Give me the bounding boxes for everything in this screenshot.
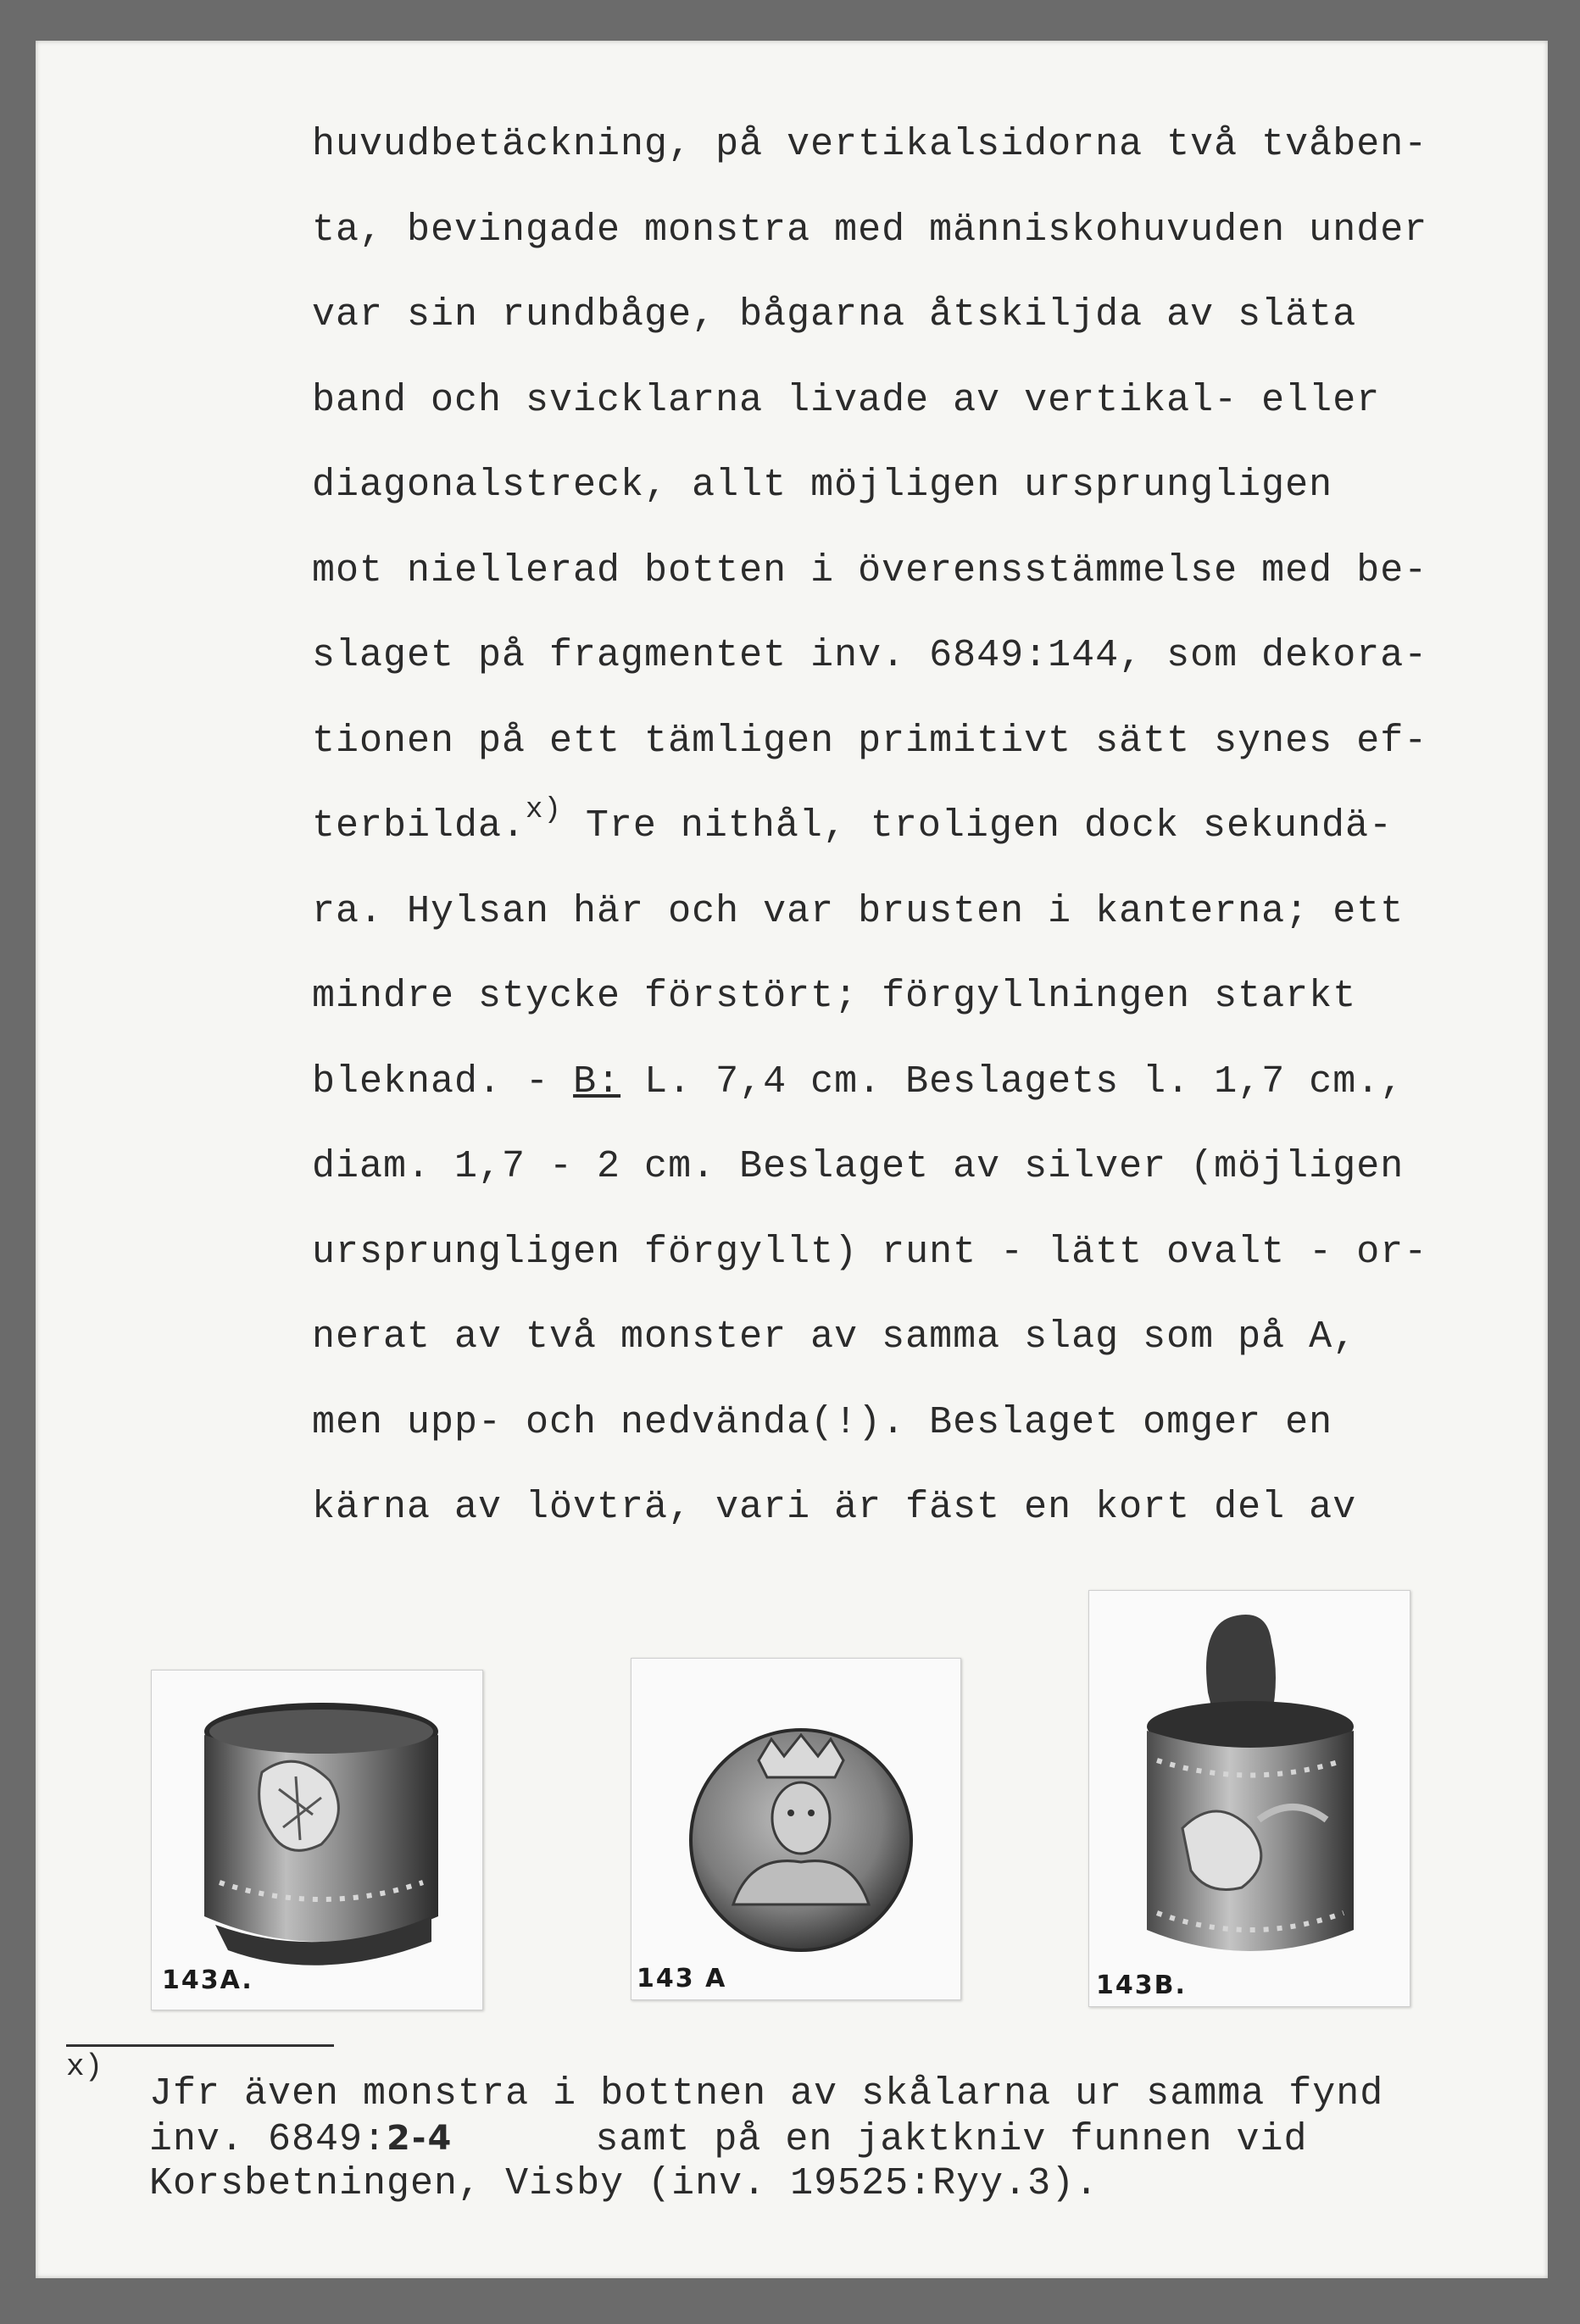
text-line-with-underline — [312, 1054, 1566, 1140]
text-line: mindre stycke förstört; förgyllningen starkt — [312, 975, 1357, 1018]
text-line: kärna av lövträ, vari är fäst en kort del av — [312, 1486, 1357, 1529]
text-segment: terbilda. — [312, 804, 526, 848]
handwritten-insert: 2-4 — [387, 2119, 453, 2158]
footnote-line: Korsbetningen, Visby (inv. 19525:Ryy.3). — [149, 2162, 1099, 2205]
text-line: diam. 1,7 - 2 cm. Beslaget av silver (möjligen — [312, 1145, 1405, 1188]
sheath-fitting-image — [1089, 1591, 1410, 2006]
text-segment: Tre nithål, troligen dock sekundä- — [561, 804, 1394, 848]
text-segment: L. 7,4 cm. Beslagets l. 1,7 cm., — [620, 1059, 1405, 1104]
text-line: tionen på ett tämligen primitivt sätt synes ef- — [312, 719, 1428, 763]
text-line: var sin rundbåge, bågarna åtskiljda av släta — [312, 293, 1357, 336]
body-text — [312, 117, 1566, 1565]
footnote-marker: x) — [66, 2049, 103, 2084]
text-line: band och svicklarna livade av vertikal- eller — [312, 378, 1381, 422]
photo-label: 143A. — [162, 1965, 253, 1995]
text-line: men upp- och nedvända(!). Beslaget omger en — [312, 1400, 1333, 1444]
text-segment: inv. 6849: — [149, 2118, 387, 2161]
text-line: mot niellerad botten i överensstämmelse med be- — [312, 548, 1428, 592]
text-line: ursprungligen förgyllt) runt - lätt ovalt - or- — [312, 1230, 1428, 1274]
footnote-rule — [66, 2044, 334, 2047]
medallion-image — [631, 1659, 960, 1999]
text-line: ta, bevingade monstra med människohuvuden under — [312, 208, 1428, 252]
text-segment: samt på en jaktkniv funnen vid — [453, 2118, 1308, 2161]
footnote-text — [149, 2071, 1383, 2206]
footnote-line — [149, 2116, 1383, 2161]
text-line: ra. Hylsan här och var brusten i kanterna; ett — [312, 889, 1405, 933]
text-line: nerat av två monster av samma slag som på A, — [312, 1315, 1357, 1359]
text-line: diagonalstreck, allt möjligen ursprungligen — [312, 464, 1333, 507]
text-line: huvudbetäckning, på vertikalsidorna två tvåben- — [312, 123, 1428, 166]
footnote-line: Jfr även monstra i bottnen av skålarna ur samma fynd — [149, 2072, 1384, 2116]
photo-label: 143 A — [637, 1964, 727, 1993]
underlined-label: B: — [573, 1059, 621, 1104]
footnote-reference: x) — [526, 794, 562, 826]
photo-medallion-143a — [631, 1658, 961, 2000]
photo-sheath-fitting-143b — [1088, 1590, 1410, 2007]
text-line: slaget på fragmentet inv. 6849:144, som dekora- — [312, 634, 1428, 677]
photo-label: 143B. — [1096, 1971, 1187, 2000]
ring-fitting-image — [152, 1671, 482, 2010]
text-segment: bleknad. - — [312, 1059, 574, 1104]
text-line-with-footnote-ref — [312, 794, 1566, 884]
photo-ring-fitting-143a — [151, 1670, 483, 2010]
